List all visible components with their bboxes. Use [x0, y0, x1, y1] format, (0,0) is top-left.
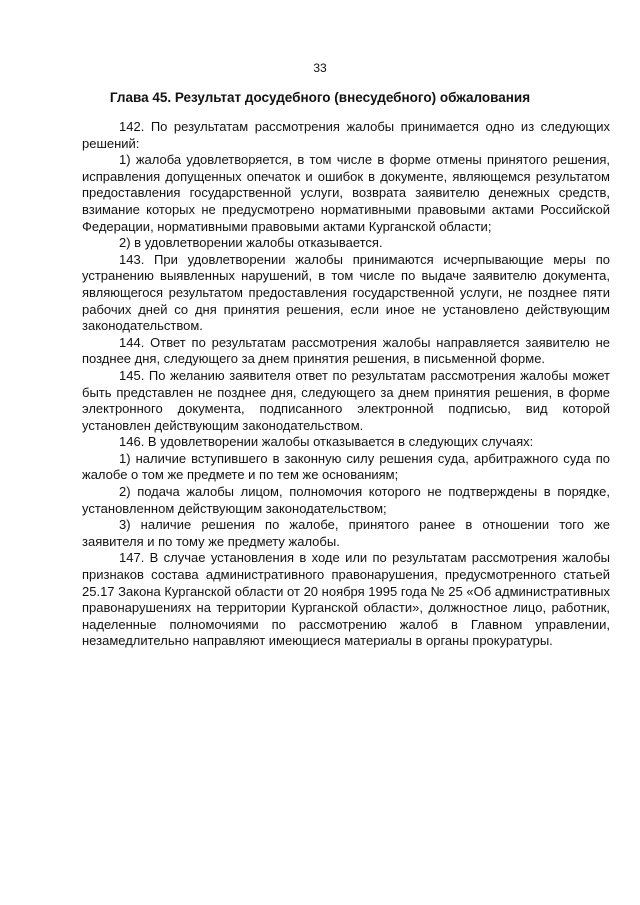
document-body [82, 119, 610, 650]
page-number: 33 [313, 61, 327, 75]
paragraph-146-item-3: 3) наличие решения по жалобе, принятого ранее в отношении того же заявителя и по тому же предмету жалобы. [82, 517, 610, 549]
paragraph-145: 145. По желанию заявителя ответ по результатам рассмотрения жалобы может быть представлен не позднее дня, следующего за днем принятия решения, в форме электронного документа, подписанного электронной подписью, вид которой установлен действующим законодательством. [82, 367, 610, 433]
paragraph-147: 147. В случае установления в ходе или по результатам рассмотрения жалобы признаков состава административного правонарушения, предусмотренного статьей 25.17 Закона Курганской области от 20 ноября 1995 года № 25 «Об административных правонарушениях на территории Курганской области», должностное лицо, работник, наделенные полномочиями по рассмотрению жалоб в Главном управлении, незамедлительно направляют имеющиеся материалы в органы прокуратуры. [82, 550, 610, 649]
paragraph-142-item-2: 2) в удовлетворении жалобы отказывается. [119, 235, 383, 251]
paragraph-142-item-1: 1) жалоба удовлетворяется, в том числе в форме отмены принятого решения, исправления допущенных опечаток и ошибок в документе, являющемся результатом предоставления государственной услуги, возврата заявителю денежных средств, взимание которых не предусмотрено нормативными правовыми актами Российской Федерации, нормативными правовыми актами Курганской области; [82, 152, 610, 234]
chapter-title: Глава 45. Результат досудебного (внесудебного) обжалования [109, 90, 531, 105]
paragraph-142: 142. По результатам рассмотрения жалобы принимается одно из следующих решений: [82, 119, 610, 151]
paragraph-146-item-1: 1) наличие вступившего в законную силу решения суда, арбитражного суда по жалобе о том же предмете и по тем же основаниям; [82, 450, 610, 483]
paragraph-144: 144. Ответ по результатам рассмотрения жалобы направляется заявителю не позднее дня, следующего за днем принятия решения, в письменной форме. [82, 334, 610, 367]
paragraph-146: 146. В удовлетворении жалобы отказывается в следующих случаях: [119, 434, 534, 450]
paragraph-143: 143. При удовлетворении жалобы принимаются исчерпывающие меры по устранению выявленных нарушений, в том числе по выдаче заявителю документа, являющегося результатом предоставления государственной услуги, не позднее пяти рабочих дней со дня принятия решения, если иное не установлено действующим законодательством. [82, 251, 610, 334]
paragraph-146-item-2: 2) подача жалобы лицом, полномочия которого не подтверждены в порядке, установленном действующим законодательством; [82, 484, 610, 516]
